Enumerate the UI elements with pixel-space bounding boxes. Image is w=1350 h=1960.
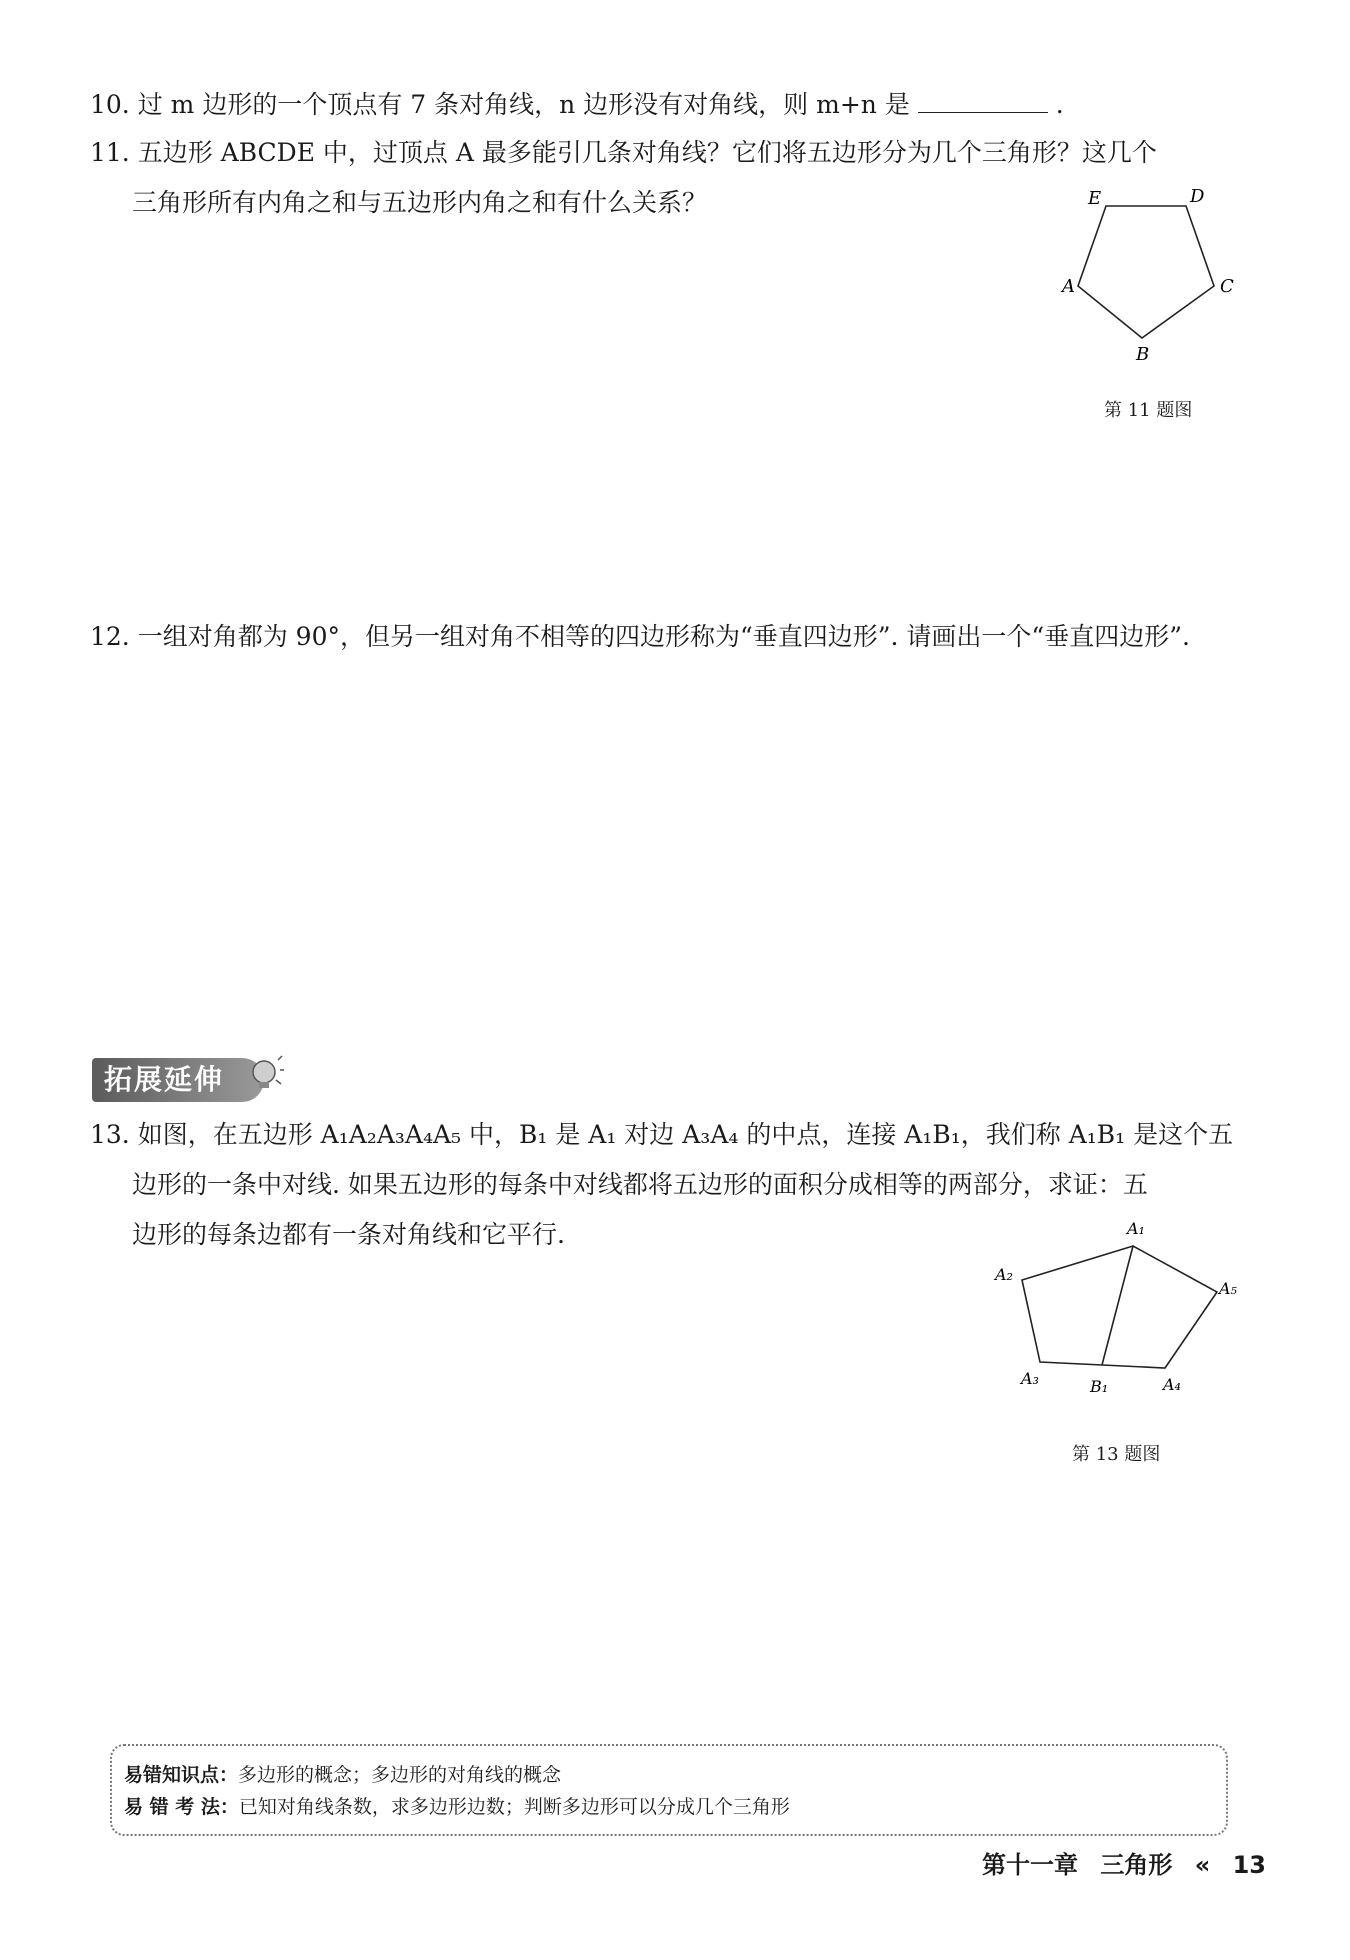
question-text: 过 m 边形的一个顶点有 7 条对角线，n 边形没有对角线，则 m+n 是 [137, 90, 910, 119]
question-12 [90, 612, 1250, 662]
pentagon-abcde-figure [1040, 178, 1260, 368]
median-line-a1b1 [1102, 1246, 1133, 1365]
question-number: 10. [90, 90, 130, 119]
vertex-label-a1: A₁ [1127, 1219, 1145, 1238]
pentagon-outline [1078, 206, 1214, 338]
question-text-line3: 边形的每条边都有一条对角线和它平行. [132, 1220, 565, 1249]
note-text: 已知对角线条数，求多边形边数；判断多边形可以分成几个三角形 [238, 1796, 790, 1818]
question-text-line1: 五边形 ABCDE 中，过顶点 A 最多能引几条对角线？它们将五边形分为几个三角形？这几个 [137, 138, 1157, 167]
vertex-label-e: E [1088, 188, 1102, 209]
question-number: 12. [90, 622, 130, 651]
vertex-label-a4: A₄ [1163, 1375, 1181, 1394]
vertex-label-b1: B₁ [1090, 1377, 1109, 1396]
lightbulb-icon [250, 1054, 284, 1094]
question-end-mark: . [1055, 90, 1064, 119]
note-line-knowledge [124, 1760, 561, 1787]
vertex-label-c: C [1220, 276, 1234, 297]
vertex-label-a5: A₅ [1219, 1279, 1237, 1298]
chapter-topic: 三角形 [1100, 1851, 1173, 1879]
question-10 [90, 80, 1250, 130]
question-number: 11. [90, 138, 130, 167]
note-text: 多边形的概念；多边形的对角线的概念 [238, 1764, 562, 1786]
vertex-label-a: A [1062, 276, 1075, 297]
answer-blank[interactable] [918, 112, 1048, 113]
question-text-line2: 三角形所有内角之和与五边形内角之和有什么关系？ [132, 188, 708, 217]
pentagon-outline [1022, 1246, 1217, 1368]
double-chevron-icon: « [1194, 1851, 1211, 1879]
pentagon-a1-a5-figure [985, 1210, 1245, 1410]
note-label: 易 错 考 法： [124, 1796, 239, 1818]
note-line-methods [124, 1792, 790, 1819]
vertex-label-a3: A₃ [1021, 1369, 1039, 1388]
note-label: 易错知识点： [124, 1764, 239, 1786]
section-heading-text: 拓展延伸 [104, 1063, 225, 1096]
vertex-label-b: B [1136, 344, 1150, 365]
figure-caption-11: 第 11 题图 [1104, 400, 1193, 421]
common-mistakes-box [110, 1744, 1228, 1836]
question-text-line1: 如图，在五边形 A₁A₂A₃A₄A₅ 中，B₁ 是 A₁ 对边 A₃A₄ 的中点，连接 A₁B₁，我们称 A₁B₁ 是这个五 [137, 1120, 1234, 1149]
chapter-label: 第十一章 [982, 1851, 1078, 1879]
vertex-label-a2: A₂ [995, 1265, 1013, 1284]
vertex-label-d: D [1190, 186, 1205, 207]
page-number: 13 [1232, 1851, 1266, 1879]
question-number: 13. [90, 1120, 130, 1149]
page-footer [982, 1850, 1280, 1880]
question-text: 一组对角都为 90°，但另一组对角不相等的四边形称为“垂直四边形”. 请画出一个“垂直四边形”. [137, 622, 1190, 651]
section-heading [92, 1050, 282, 1110]
figure-caption-13: 第 13 题图 [1072, 1444, 1161, 1465]
question-text-line2: 边形的一条中对线. 如果五边形的每条中对线都将五边形的面积分成相等的两部分，求证：五 [132, 1170, 1148, 1199]
drawing-area[interactable] [90, 680, 1250, 1010]
